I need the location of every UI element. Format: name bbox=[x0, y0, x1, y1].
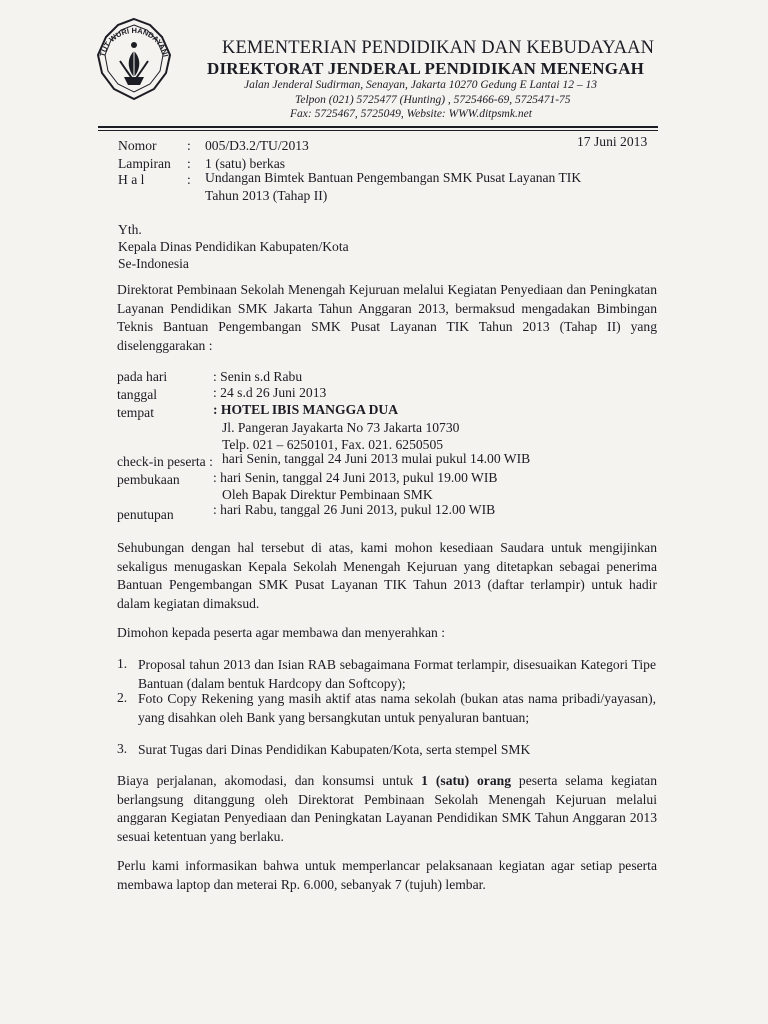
pembukaan-by: Oleh Bapak Direktur Pembinaan SMK bbox=[222, 487, 433, 502]
pembukaan-label: pembukaan bbox=[117, 472, 180, 487]
penutupan-label: penutupan bbox=[117, 507, 174, 522]
recipient-line1: Kepala Dinas Pendidikan Kabupaten/Kota bbox=[118, 239, 349, 254]
tempat-label: tempat bbox=[117, 405, 154, 420]
hal-value-line1: Undangan Bimtek Bantuan Pengembangan SMK Pusat Layanan TIK bbox=[205, 170, 582, 185]
hari-label: pada hari bbox=[117, 369, 168, 384]
lampiran-label: Lampiran bbox=[118, 156, 171, 171]
intro-paragraph: Direktorat Pembinaan Sekolah Menengah Kejuruan melalui Kegiatan Penyediaan dan Peningkatan Layanan Pendidikan SMK Jakarta Tahun Anggaran 2013, bermaksud mengadakan Bimbingan Teknis Bantuan Pengembangan SMK Pusat Layanan TIK Tahun 2013 (Tahap II) yang diselenggarakan : bbox=[117, 282, 657, 353]
letterhead-divider bbox=[98, 126, 658, 128]
letterhead-phone: Telpon (021) 5725477 (Hunting) , 5725466-69, 5725471-75 bbox=[295, 94, 571, 106]
pembukaan-value: : hari Senin, tanggal 24 Juni 2013, pukul 19.00 WIB bbox=[213, 470, 498, 485]
checkin-label: check-in peserta : bbox=[117, 454, 213, 469]
lampiran-value: 1 (satu) berkas bbox=[205, 156, 286, 171]
ministry-name: KEMENTERIAN PENDIDIKAN DAN KEBUDAYAAN bbox=[222, 38, 655, 58]
list-item-number: 3. bbox=[117, 741, 128, 756]
list-item-number: 2. bbox=[117, 690, 128, 705]
cost-participant-count: 1 (satu) orang bbox=[421, 773, 511, 788]
checkin-value: hari Senin, tanggal 24 Juni 2013 mulai pukul 14.00 WIB bbox=[222, 451, 531, 466]
tut-wuri-handayani-logo bbox=[90, 15, 178, 103]
cost-paragraph bbox=[117, 772, 657, 846]
tanggal-value: : 24 s.d 26 Juni 2013 bbox=[213, 385, 327, 400]
venue-phone: Telp. 021 – 6250101, Fax. 021. 6250505 bbox=[222, 437, 444, 452]
letter-date: 17 Juni 2013 bbox=[577, 134, 648, 149]
recipient-yth: Yth. bbox=[118, 222, 142, 237]
list-item: Foto Copy Rekening yang masih aktif atas nama sekolah (bukan atas nama pribadi/yayasan), yang disahkan oleh Bank yang bersangkutan untuk penyaluran bantuan; bbox=[138, 691, 656, 725]
nomor-value: 005/D3.2/TU/2013 bbox=[205, 138, 309, 153]
list-item: Proposal tahun 2013 dan Isian RAB sebagaimana Format terlampir, disesuaikan Kategori Tipe Bantuan (dalam bentuk Hardcopy dan Softcopy); bbox=[138, 657, 656, 691]
logo-text: TUT WURI HANDAYANI bbox=[97, 25, 171, 58]
nomor-label: Nomor bbox=[118, 138, 157, 153]
letterhead-fax-website: Fax: 5725467, 5725049, Website: WWW.ditpsmk.net bbox=[290, 108, 532, 120]
letterhead-divider-thin bbox=[98, 130, 658, 131]
cost-text-before: Biaya perjalanan, akomodasi, dan konsumsi untuk bbox=[117, 773, 422, 788]
cost-text-after: peserta selama kegiatan berlangsung ditanggung oleh Direktorat Pembinaan Sekolah Menengah Kejuruan melalui anggaran Kegiatan Penyediaan dan Peningkatan Layanan Pendidikan SMK Tahun Anggaran 2013 sesuai ketentuan yang berlaku. bbox=[117, 773, 657, 844]
list-item: Surat Tugas dari Dinas Pendidikan Kabupaten/Kota, serta stempel SMK bbox=[138, 742, 531, 757]
recipient-line2: Se-Indonesia bbox=[118, 256, 189, 271]
hal-colon: : bbox=[187, 172, 191, 187]
hal-label: H a l bbox=[118, 172, 145, 187]
tanggal-label: tanggal bbox=[117, 387, 158, 402]
letterhead-address: Jalan Jenderal Sudirman, Senayan, Jakarta 10270 Gedung E Lantai 12 – 13 bbox=[244, 79, 597, 91]
directorate-name: DIREKTORAT JENDERAL PENDIDIKAN MENENGAH bbox=[207, 59, 645, 78]
bring-intro: Dimohon kepada peserta agar membawa dan menyerahkan : bbox=[117, 625, 446, 640]
venue-address: Jl. Pangeran Jayakarta No 73 Jakarta 10730 bbox=[222, 420, 460, 435]
tempat-value: : HOTEL IBIS MANGGA DUA bbox=[213, 402, 399, 417]
hari-value: : Senin s.d Rabu bbox=[213, 369, 303, 384]
penutupan-value: : hari Rabu, tanggal 26 Juni 2013, pukul 12.00 WIB bbox=[213, 502, 496, 517]
lampiran-colon: : bbox=[187, 156, 191, 171]
request-paragraph: Sehubungan dengan hal tersebut di atas, kami mohon kesediaan Saudara untuk mengijinkan sekaligus menugaskan Kepala Sekolah Menengah Kejuruan yang ditetapkan sebagai penerima Bantuan Pengembangan SMK Pusat Layanan TIK Tahun 2013 (daftar terlampir) untuk hadir dalam kegiatan dimaksud. bbox=[117, 540, 657, 611]
nomor-colon: : bbox=[187, 138, 191, 153]
list-item-number: 1. bbox=[117, 656, 128, 671]
hal-value-line2: Tahun 2013 (Tahap II) bbox=[205, 188, 328, 203]
closing-paragraph: Perlu kami informasikan bahwa untuk memperlancar pelaksanaan kegiatan agar setiap peserta membawa laptop dan meterai Rp. 6.000, sebanyak 7 (tujuh) lembar. bbox=[117, 858, 657, 892]
